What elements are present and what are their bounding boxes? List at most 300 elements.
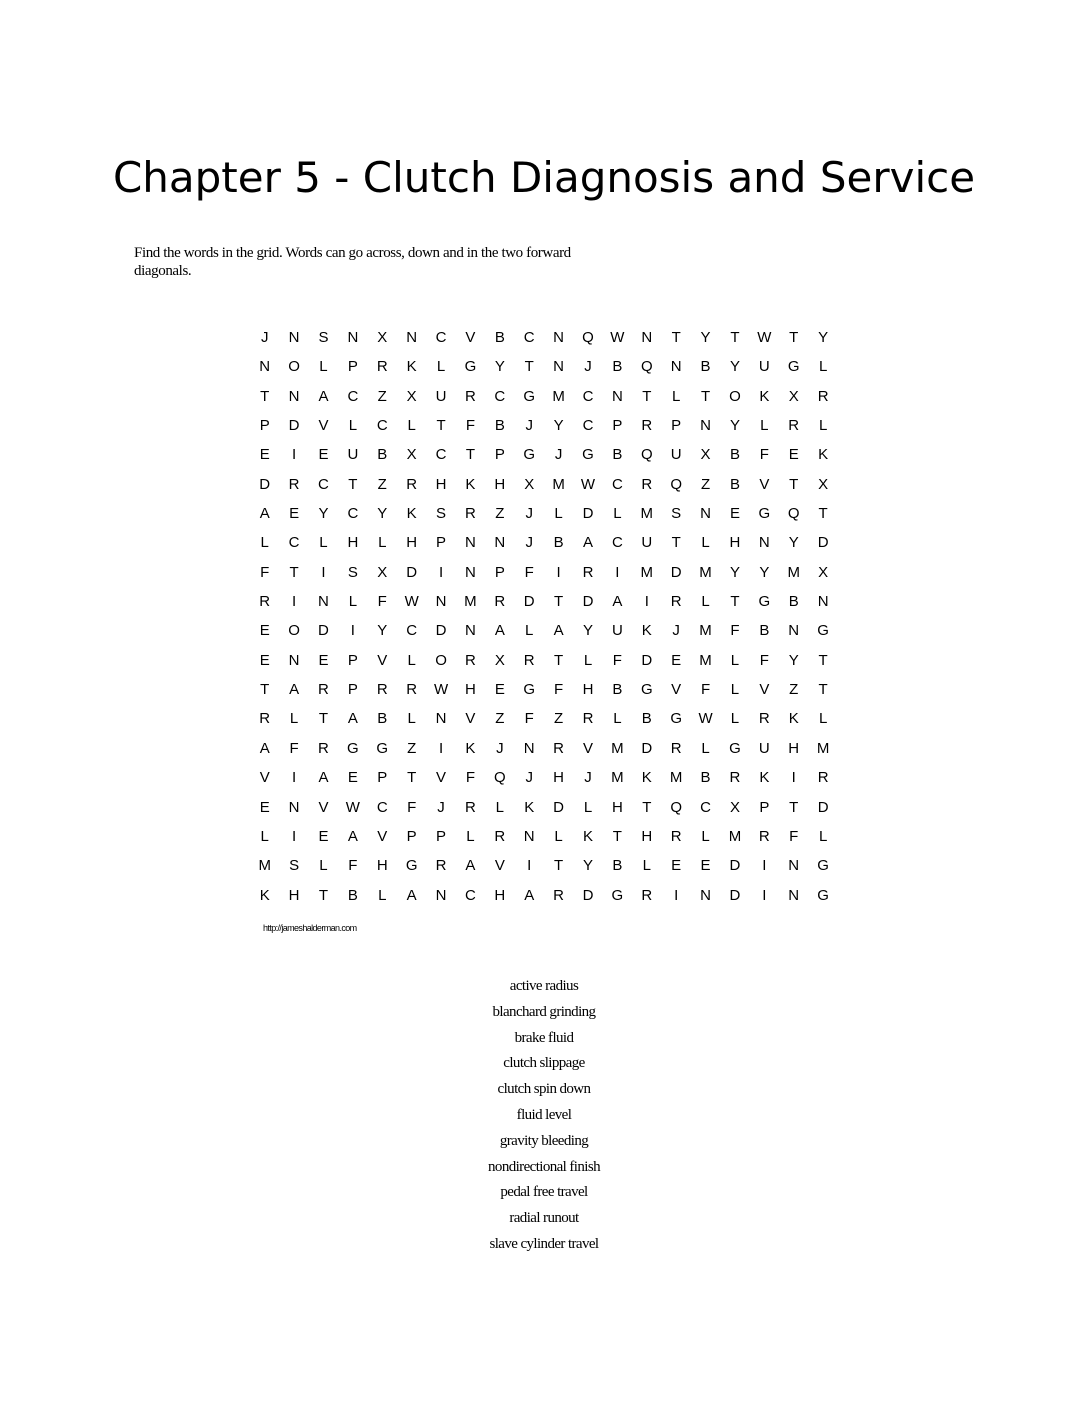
grid-letter: H [347, 534, 359, 552]
grid-letter: S [318, 329, 329, 346]
grid-letter: O [288, 358, 300, 376]
grid-letter: L [613, 505, 622, 523]
grid-letter: B [700, 769, 711, 787]
grid-letter: T [789, 329, 799, 346]
grid-letter: R [641, 417, 653, 435]
grid-letter: C [347, 505, 359, 523]
grid-letter: R [523, 651, 535, 669]
grid-letter: R [376, 358, 388, 376]
grid-letter: T [260, 387, 270, 405]
word-list [344, 974, 744, 1258]
grid-letter: M [699, 563, 712, 581]
grid-letter: Y [700, 329, 711, 346]
grid-letter: D [288, 417, 300, 435]
grid-letter: G [817, 886, 829, 904]
grid-letter: Z [495, 505, 505, 523]
word-list-item: gravity bleeding [499, 1132, 589, 1149]
grid-letter: L [701, 827, 710, 845]
grid-letter: A [465, 857, 476, 875]
grid-letter: O [435, 651, 447, 669]
grid-letter: L [760, 417, 769, 435]
grid-letter: M [258, 857, 271, 875]
grid-letter: L [554, 505, 563, 523]
grid-letter: L [378, 534, 387, 552]
grid-letter: L [407, 417, 416, 435]
grid-letter: P [494, 446, 505, 464]
grid-letter: Y [318, 505, 329, 523]
grid-letter: G [758, 593, 771, 611]
grid-letter: K [641, 769, 652, 787]
grid-letter: D [817, 534, 829, 552]
grid-letter: N [288, 329, 300, 346]
grid-letter: F [289, 739, 299, 757]
grid-letter: J [496, 739, 504, 757]
grid-letter: T [554, 651, 564, 669]
grid-letter: M [669, 769, 683, 787]
grid-letter: V [259, 769, 270, 787]
grid-letter: B [700, 358, 711, 376]
grid-letter: U [435, 387, 447, 405]
grid-letter: T [730, 593, 740, 611]
grid-letter: U [347, 446, 359, 464]
grid-letter: U [641, 534, 653, 552]
grid-letter: G [817, 622, 829, 640]
grid-letter: N [288, 651, 300, 669]
grid-letter: T [789, 475, 799, 493]
grid-letter: L [583, 798, 593, 816]
grid-letter: Y [494, 358, 505, 376]
grid-letter: F [524, 563, 534, 581]
grid-letter: T [289, 563, 299, 581]
grid-letter: M [699, 651, 712, 669]
grid-letter: M [816, 739, 830, 757]
grid-letter: L [319, 358, 328, 376]
grid-letter: R [376, 681, 388, 699]
grid-letter: I [321, 563, 326, 581]
grid-letter: T [554, 857, 564, 875]
grid-letter: C [288, 534, 300, 552]
grid-letter: L [671, 387, 681, 405]
grid-letter: S [671, 505, 682, 523]
grid-letter: T [700, 387, 711, 405]
grid-letter: Q [670, 798, 682, 816]
grid-letter: P [612, 417, 623, 435]
grid-letter: Y [788, 651, 799, 669]
grid-letter: V [465, 710, 476, 728]
grid-letter: N [553, 358, 565, 376]
grid-letter: F [730, 622, 740, 640]
grid-letter: H [611, 798, 623, 816]
grid-letter: C [700, 798, 711, 816]
source-url: http://jameshalderman.com [263, 923, 357, 933]
grid-letter: P [259, 417, 270, 435]
grid-letter: B [612, 358, 623, 376]
grid-letter: M [787, 563, 800, 581]
word-list-item: radial runout [509, 1210, 579, 1227]
grid-letter: I [292, 446, 297, 464]
grid-letter: P [759, 798, 770, 816]
grid-letter: R [259, 710, 271, 728]
grid-letter: X [524, 475, 535, 493]
grid-letter: N [465, 622, 476, 640]
word-search-grid [250, 323, 838, 910]
grid-letter: P [347, 681, 358, 699]
grid-letter: R [406, 681, 418, 699]
grid-letter: P [377, 769, 388, 787]
grid-letter: V [494, 857, 505, 875]
grid-letter: N [700, 417, 711, 435]
grid-letter: L [642, 857, 651, 875]
grid-letter: S [347, 563, 358, 581]
grid-letter: N [465, 534, 476, 552]
word-list-item: clutch slippage [503, 1055, 585, 1072]
grid-letter: C [611, 534, 623, 552]
grid-letter: L [583, 651, 593, 669]
grid-letter: I [762, 886, 767, 904]
grid-letter: T [818, 681, 828, 699]
grid-letter: T [318, 886, 329, 904]
grid-letter: P [406, 827, 417, 845]
grid-letter: K [406, 358, 417, 376]
grid-letter: A [553, 622, 564, 640]
grid-letter: L [818, 417, 828, 435]
grid-letter: H [788, 739, 800, 757]
grid-letter: Z [789, 681, 799, 699]
grid-letter: G [729, 739, 741, 757]
grid-letter: D [435, 622, 447, 640]
grid-letter: D [553, 798, 565, 816]
grid-letter: N [259, 358, 271, 376]
grid-letter: N [641, 329, 653, 346]
grid-letter: N [817, 593, 829, 611]
grid-letter: G [670, 710, 682, 728]
grid-letter: I [438, 739, 444, 757]
grid-letter: K [524, 798, 535, 816]
grid-letter: W [610, 329, 625, 346]
grid-letter: N [318, 593, 329, 611]
grid-letter: P [494, 563, 505, 581]
grid-letter: L [554, 827, 563, 845]
grid-letter: C [494, 387, 506, 405]
grid-letter: M [640, 505, 654, 523]
grid-letter: K [465, 475, 476, 493]
grid-letter: L [348, 417, 358, 435]
grid-letter: V [465, 329, 476, 346]
grid-letter: X [818, 563, 829, 581]
grid-letter: V [318, 798, 329, 816]
grid-letter: D [729, 857, 741, 875]
grid-letter: T [554, 593, 564, 611]
grid-letter: W [580, 475, 596, 493]
grid-letter: W [404, 593, 419, 611]
grid-letter: Z [377, 475, 387, 493]
grid-letter: J [260, 329, 269, 346]
grid-letter: C [406, 622, 418, 640]
grid-letter: V [318, 417, 329, 435]
grid-letter: J [584, 358, 592, 376]
grid-letter: E [318, 446, 329, 464]
grid-letter: L [260, 534, 269, 552]
grid-letter: L [701, 593, 710, 611]
grid-letter: I [556, 563, 561, 581]
grid-letter: A [612, 593, 623, 611]
grid-letter: X [377, 329, 388, 346]
grid-letter: Y [818, 329, 829, 346]
grid-letter: B [347, 886, 358, 904]
grid-letter: N [553, 329, 565, 346]
grid-letter: R [582, 563, 594, 581]
grid-letter: E [671, 857, 682, 875]
grid-letter: F [465, 417, 476, 435]
grid-letter: A [347, 827, 358, 845]
grid-letter: Q [670, 475, 682, 493]
grid-letter: G [817, 857, 829, 875]
grid-letter: L [378, 886, 387, 904]
grid-letter: N [465, 563, 476, 581]
word-list-item: brake fluid [514, 1029, 574, 1046]
grid-letter: N [700, 886, 711, 904]
grid-letter: R [318, 739, 329, 757]
grid-letter: M [552, 475, 565, 493]
grid-letter: X [406, 387, 417, 405]
grid-letter: C [435, 446, 447, 464]
grid-letter: L [260, 827, 269, 845]
grid-letter: R [729, 769, 741, 787]
grid-letter: C [465, 886, 476, 904]
grid-letter: B [494, 417, 505, 435]
grid-letter: L [436, 358, 446, 376]
grid-letter: N [670, 358, 682, 376]
grid-letter: M [552, 387, 565, 405]
grid-letter: X [788, 387, 799, 405]
word-list-item: active radius [509, 978, 579, 994]
grid-letter: T [318, 710, 329, 728]
grid-letter: G [464, 358, 477, 376]
grid-letter: N [523, 827, 535, 845]
grid-letter: Y [729, 358, 740, 376]
grid-letter: T [642, 798, 652, 816]
grid-letter: R [758, 827, 770, 845]
grid-letter: C [582, 387, 594, 405]
grid-letter: L [730, 681, 740, 699]
grid-letter: B [377, 446, 388, 464]
grid-letter: H [406, 534, 418, 552]
word-list-item: slave cylinder travel [489, 1235, 599, 1252]
grid-letter: F [465, 769, 476, 787]
grid-letter: J [672, 622, 680, 640]
grid-letter: F [759, 446, 769, 464]
grid-letter: D [406, 563, 418, 581]
grid-letter: N [494, 534, 506, 552]
grid-letter: T [465, 446, 476, 464]
grid-letter: J [525, 505, 533, 523]
grid-letter: A [259, 505, 270, 523]
page-title: Chapter 5 - Clutch Diagnosis and Service [112, 153, 976, 202]
grid-letter: H [641, 827, 653, 845]
grid-letter: D [582, 505, 594, 523]
word-list-item: pedal free travel [500, 1184, 588, 1201]
grid-letter: T [260, 681, 270, 699]
grid-letter: V [377, 651, 388, 669]
grid-letter: C [523, 329, 535, 346]
grid-letter: Y [582, 622, 593, 640]
grid-letter: T [818, 651, 828, 669]
grid-letter: K [582, 827, 593, 845]
grid-letter: J [554, 446, 563, 464]
grid-letter: F [524, 710, 534, 728]
grid-letter: Y [377, 505, 388, 523]
grid-letter: D [582, 886, 594, 904]
grid-letter: Y [729, 417, 740, 435]
grid-letter: N [406, 329, 418, 346]
grid-letter: E [259, 798, 270, 816]
grid-letter: H [582, 681, 594, 699]
grid-letter: Z [495, 710, 505, 728]
grid-letter: T [612, 827, 622, 845]
grid-letter: G [523, 387, 536, 405]
grid-letter: H [465, 681, 476, 699]
grid-letter: L [319, 534, 328, 552]
grid-letter: B [377, 710, 388, 728]
grid-letter: F [407, 798, 417, 816]
grid-letter: R [817, 387, 829, 405]
grid-letter: P [436, 827, 447, 845]
grid-letter: A [582, 534, 593, 552]
grid-letter: U [758, 739, 770, 757]
grid-letter: B [759, 622, 770, 640]
grid-letter: E [700, 857, 711, 875]
grid-letter: L [613, 710, 622, 728]
grid-letter: I [292, 593, 297, 611]
grid-letter: E [318, 827, 329, 845]
grid-letter: K [259, 886, 270, 904]
grid-letter: R [494, 827, 506, 845]
grid-letter: N [700, 505, 711, 523]
grid-letter: R [465, 505, 476, 523]
grid-letter: A [318, 769, 329, 787]
grid-letter: M [640, 563, 654, 581]
grid-letter: R [553, 886, 565, 904]
grid-letter: D [729, 886, 741, 904]
grid-letter: C [347, 387, 359, 405]
grid-letter: H [494, 886, 506, 904]
grid-letter: R [582, 710, 594, 728]
grid-letter: R [641, 886, 653, 904]
grid-letter: W [345, 798, 360, 816]
grid-letter: I [527, 857, 532, 875]
grid-letter: Q [640, 358, 653, 376]
grid-letter: Z [554, 710, 564, 728]
grid-letter: M [464, 593, 477, 611]
grid-letter: J [525, 417, 533, 435]
grid-letter: G [523, 681, 536, 699]
grid-letter: R [465, 798, 476, 816]
grid-letter: L [348, 593, 358, 611]
grid-letter: D [817, 798, 829, 816]
grid-letter: F [554, 681, 564, 699]
grid-letter: V [582, 739, 593, 757]
grid-letter: R [641, 475, 653, 493]
grid-letter: N [758, 534, 770, 552]
grid-letter: Y [788, 534, 799, 552]
grid-letter: L [701, 534, 710, 552]
grid-letter: Q [787, 505, 800, 523]
grid-letter: F [612, 651, 622, 669]
grid-letter: E [289, 505, 300, 523]
word-list-item: clutch spin down [497, 1081, 591, 1098]
grid-letter: L [818, 358, 828, 376]
grid-letter: I [762, 857, 767, 875]
grid-letter: G [640, 681, 653, 699]
grid-letter: I [615, 563, 620, 581]
grid-letter: T [642, 387, 652, 405]
grid-letter: B [612, 446, 623, 464]
grid-letter: T [436, 417, 446, 435]
grid-letter: T [671, 329, 681, 346]
grid-letter: T [671, 534, 681, 552]
grid-letter: I [438, 563, 444, 581]
grid-letter: A [289, 681, 300, 699]
grid-letter: I [350, 622, 355, 640]
word-list-item: blanchard grinding [492, 1003, 596, 1020]
grid-letter: L [525, 622, 534, 640]
grid-letter: G [405, 857, 418, 875]
instructions-text: Find the words in the grid. Words can go across, down and in the two forward diagonals. [134, 245, 571, 279]
grid-letter: K [759, 387, 770, 405]
grid-letter: E [259, 651, 270, 669]
grid-letter: E [729, 505, 740, 523]
grid-letter: H [729, 534, 741, 552]
grid-letter: S [436, 505, 447, 523]
grid-letter: T [730, 329, 740, 346]
grid-letter: T [789, 798, 799, 816]
grid-letter: L [407, 710, 416, 728]
grid-letter: G [347, 739, 359, 757]
grid-letter: M [611, 739, 624, 757]
grid-letter: Y [377, 622, 388, 640]
grid-letter: P [347, 651, 358, 669]
grid-letter: N [347, 329, 359, 346]
grid-letter: E [318, 651, 329, 669]
grid-letter: N [611, 387, 623, 405]
grid-letter: B [641, 710, 652, 728]
grid-letter: C [582, 417, 594, 435]
grid-letter: D [641, 739, 653, 757]
grid-letter: H [435, 475, 447, 493]
grid-letter: X [406, 446, 417, 464]
grid-letter: U [758, 358, 770, 376]
grid-letter: R [670, 593, 682, 611]
grid-letter: X [494, 651, 505, 669]
grid-letter: R [465, 387, 476, 405]
grid-letter: C [318, 475, 329, 493]
grid-letter: L [730, 710, 740, 728]
grid-letter: E [671, 651, 682, 669]
grid-letter: X [700, 446, 711, 464]
grid-letter: M [728, 827, 742, 845]
grid-letter: G [376, 739, 389, 757]
grid-letter: X [818, 475, 829, 493]
grid-letter: D [670, 563, 682, 581]
grid-letter: I [292, 827, 297, 845]
grid-letter: Y [729, 563, 740, 581]
grid-letter: B [612, 857, 623, 875]
grid-letter: J [525, 769, 533, 787]
grid-letter: Z [700, 475, 711, 493]
grid-letter: I [292, 769, 297, 787]
grid-letter: A [347, 710, 358, 728]
grid-letter: T [407, 769, 417, 787]
